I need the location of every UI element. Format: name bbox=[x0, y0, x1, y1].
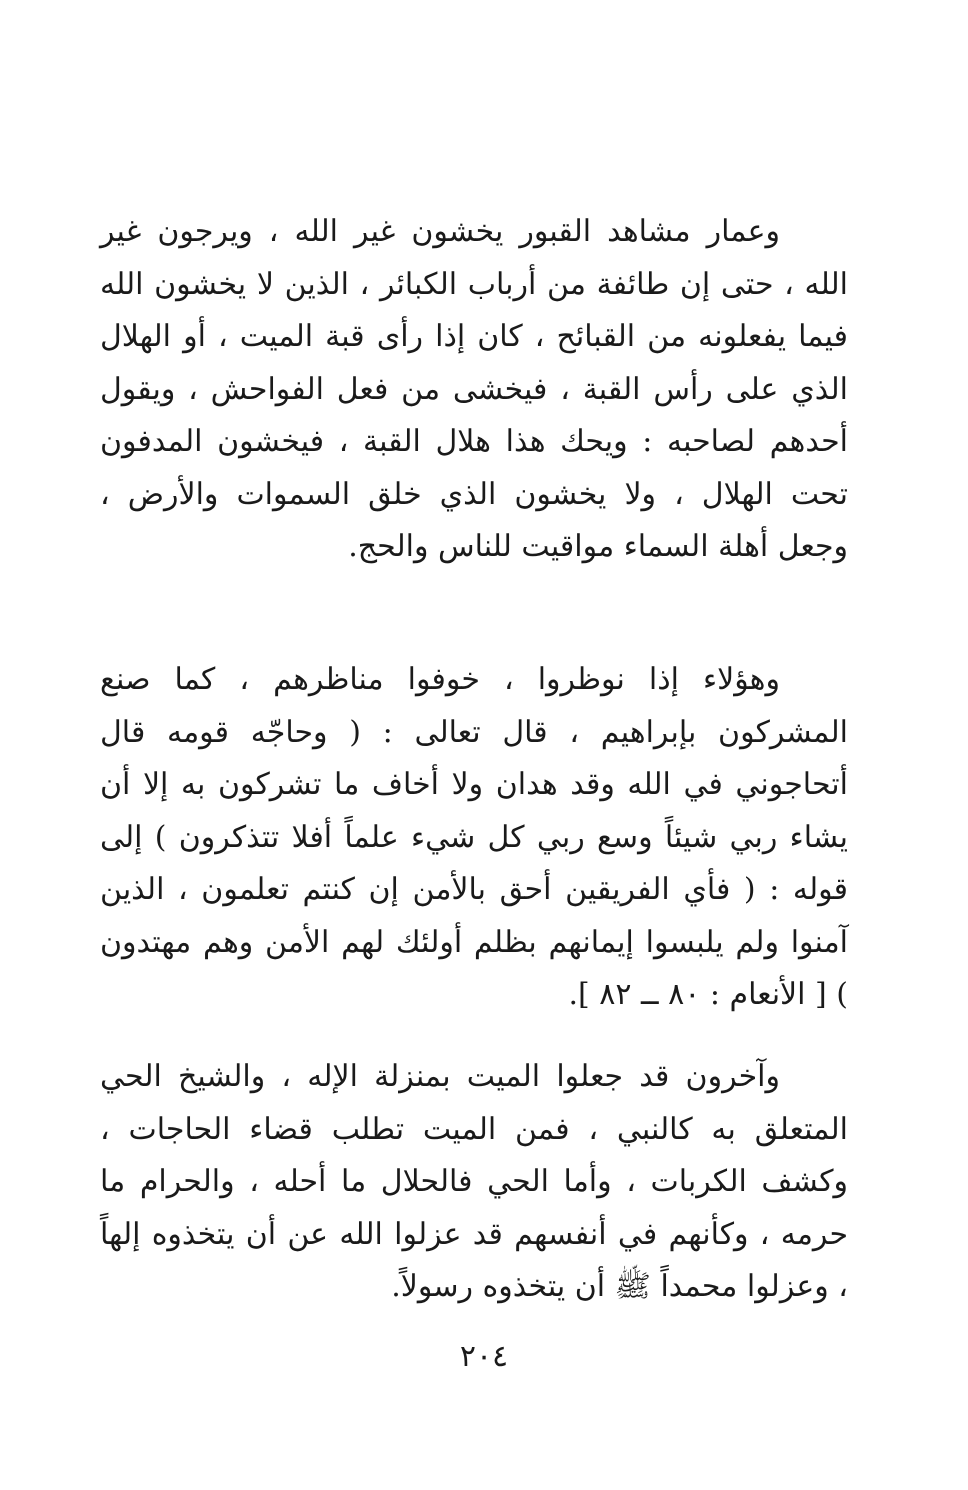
paragraph-2 bbox=[100, 654, 848, 1022]
paragraph-3 bbox=[100, 1051, 848, 1314]
paragraph-text: وعمار مشاهد القبور يخشون غير الله ، ويرجون غير الله ، حتى إن طائفة من أرباب الكبائر ، الذين لا يخشون الله فيما يفعلونه من القبائح ، كان إذا رأى قبة الميت ، أو الهلال الذي على رأس القبة ، فيخشى من فعل الفواحش ، ويقول أحدهم لصاحبه : ويحك هذا هلال القبة ، فيخشون المدفون تحت الهلال ، ولا يخشون الذي خلق السموات والأرض ، وجعل أهلة السماء مواقيت للناس والحج. bbox=[100, 214, 848, 564]
paragraph-1 bbox=[100, 206, 848, 574]
paragraph-text: وهؤلاء إذا نوظروا ، خوفوا مناظرهم ، كما صنع المشركون بإبراهيم ، قال تعالى : ( وحاجّه قومه قال أتحاجوني في الله وقد هدان ولا أخاف ما تشركون به إلا أن يشاء ربي شيئاً وسع ربي كل شيء علماً أفلا تتذكرون ) إلى قوله : ( فأي الفريقين أحق بالأمن إن كنتم تعلمون ، الذين آمنوا ولم يلبسوا إيمانهم بظلم أولئك لهم الأمن وهم مهتدون ) [ الأنعام : ٨٠ ــ ٨٢ ]. bbox=[100, 662, 848, 1012]
page-number: ٢٠٤ bbox=[459, 1339, 509, 1374]
paragraph-text: وآخرون قد جعلوا الميت بمنزلة الإله ، والشيخ الحي المتعلق به كالنبي ، فمن الميت تطلب قضاء الحاجات ، وكشف الكربات ، وأما الحي فالحلال ما أحله ، والحرام ما حرمه ، وكأنهم في أنفسهم قد عزلوا الله عن أن يتخذوه إلهاً ، وعزلوا محمداً ﷺ أن يتخذوه رسولاً. bbox=[100, 1059, 848, 1304]
